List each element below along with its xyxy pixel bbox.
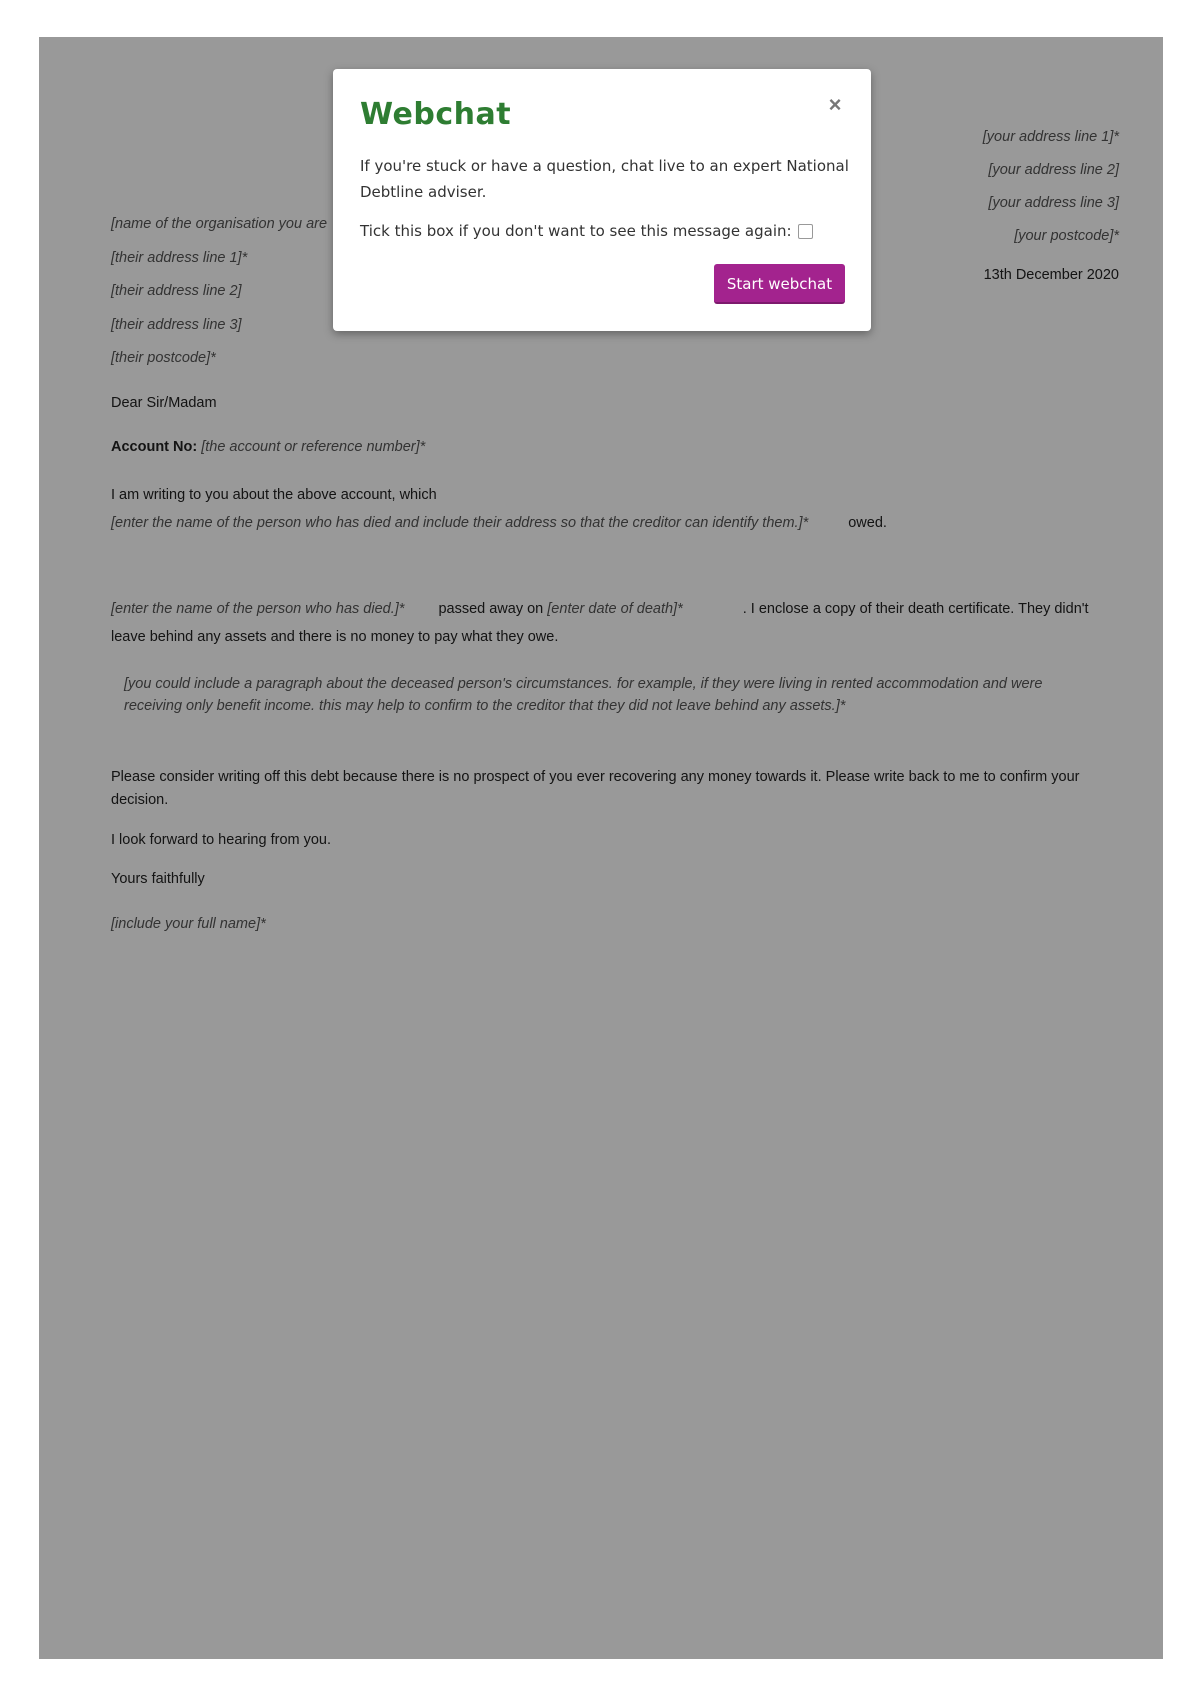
- deceased-details-placeholder: [enter the name of the person who has died and include their address so that the creditor can identify them.]*: [111, 515, 809, 531]
- start-webchat-button[interactable]: Start webchat: [714, 264, 845, 304]
- recipient-address-line-1: [their address line 1]*: [111, 249, 248, 266]
- account-label: Account No:: [111, 439, 198, 455]
- modal-title: Webchat: [360, 97, 512, 132]
- full-name-placeholder: [include your full name]*: [111, 916, 266, 932]
- letter-date: 13th December 2020: [983, 267, 1119, 283]
- recipient-address-line-2: [their address line 2]: [111, 283, 242, 299]
- write-off-request: Please consider writing off this debt because there is no prospect of you ever recovering any money towards it. Please write back to me to confirm your decision.: [111, 769, 1080, 808]
- death-certificate-text: . I enclose a copy of their death certificate. They didn't leave behind any assets and there is no money to pay what they owe.: [111, 601, 1089, 645]
- salutation: Dear Sir/Madam: [111, 395, 217, 411]
- close-icon[interactable]: ×: [828, 92, 842, 117]
- sender-postcode: [your postcode]*: [1014, 228, 1119, 244]
- account-placeholder: [the account or reference number]*: [201, 439, 426, 455]
- closing-line: I look forward to hearing from you.: [111, 832, 332, 848]
- webchat-modal: [333, 69, 871, 331]
- modal-body-text: If you're stuck or have a question, chat live to an expert National Debtline adviser.: [360, 157, 849, 201]
- sender-address-line-2: [your address line 2]: [988, 162, 1119, 178]
- sender-address-line-1: [your address line 1]*: [982, 129, 1119, 145]
- optout-label: Tick this box if you don't want to see this message again:: [360, 222, 792, 240]
- circumstances-placeholder: [you could include a paragraph about the deceased person's circumstances. for example, if they were living in rented accommodation and were receiving only benefit income. this may help to confirm to the creditor that they did not leave behind any assets.]*: [124, 676, 1043, 714]
- sign-off: Yours faithfully: [111, 871, 205, 887]
- recipient-organisation: [name of the organisation you are: [111, 216, 328, 232]
- recipient-address-line-3: [their address line 3]: [111, 316, 242, 333]
- date-of-death-placeholder: [enter date of death]*: [547, 601, 683, 617]
- paragraph-account-owed-text: I am writing to you about the above account, which: [111, 487, 437, 503]
- passed-away-text: passed away on: [438, 601, 544, 617]
- owed-text: owed.: [848, 515, 887, 531]
- deceased-name-placeholder: [enter the name of the person who has died.]*: [111, 601, 405, 617]
- recipient-postcode: [their postcode]*: [111, 350, 216, 366]
- optout-checkbox[interactable]: [798, 224, 813, 239]
- sender-address-line-3: [your address line 3]: [988, 195, 1119, 211]
- optout-row: [360, 222, 813, 240]
